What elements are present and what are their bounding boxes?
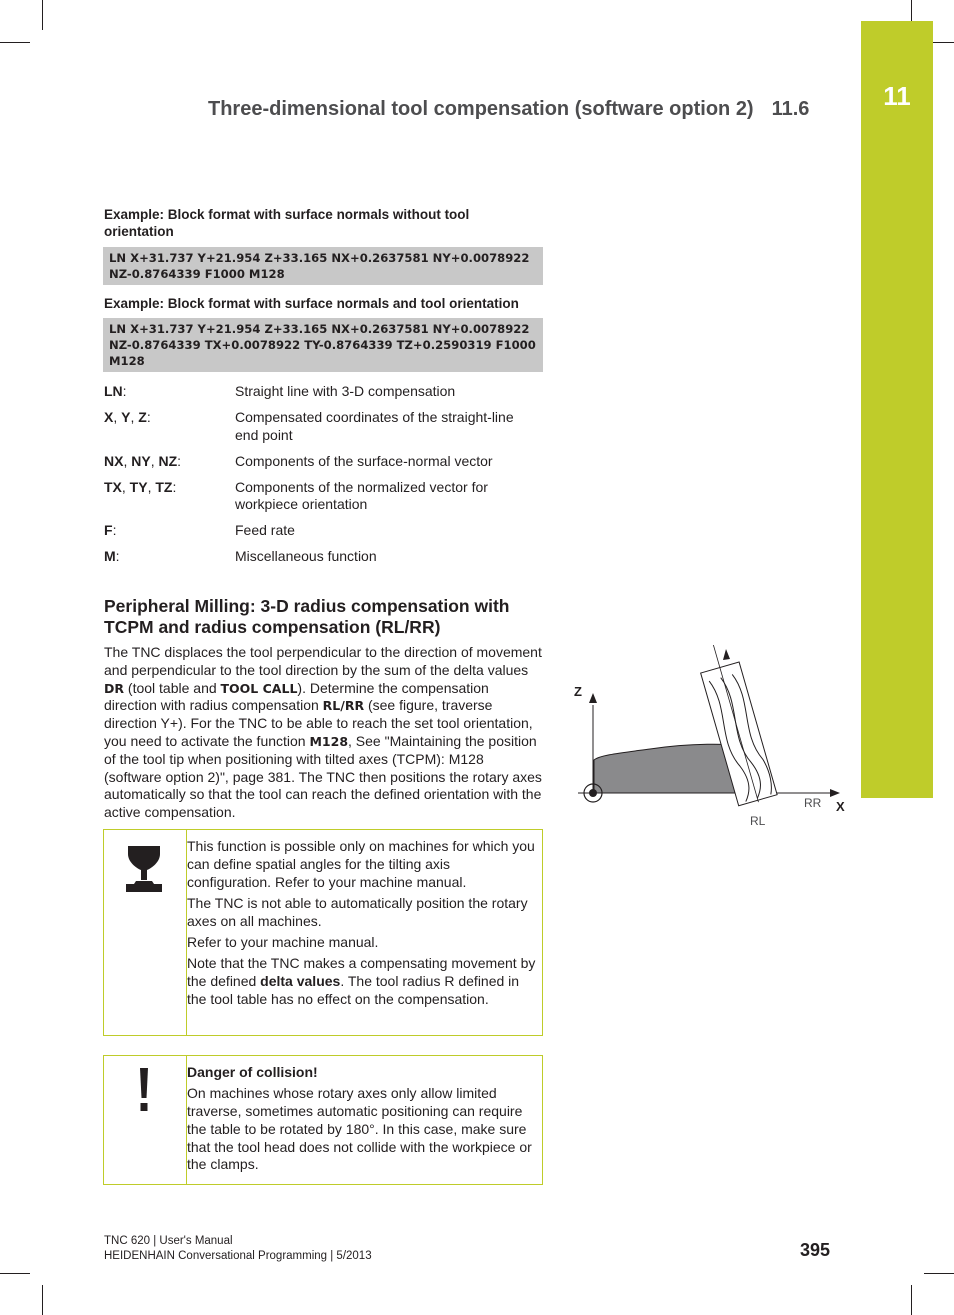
running-head-section: 11.6 — [771, 98, 810, 120]
parameter-description: Miscellaneous function — [235, 548, 377, 564]
x-axis-label: X — [836, 799, 845, 814]
parameter-row — [104, 548, 544, 566]
parameter-description: Compensated coordinates of the straight-line end point — [235, 409, 514, 443]
example-heading-without-orientation: Example: Block format with surface normals without tool orientation — [104, 207, 470, 239]
parameter-description: Feed rate — [235, 522, 295, 538]
page-number: 395 — [799, 1240, 830, 1260]
z-axis-label: Z — [574, 684, 582, 699]
parameter-description: Components of the normalized vector for workpiece orientation — [235, 478, 488, 512]
parameter-row — [104, 383, 544, 401]
note-paragraph: This function is possible only on machines for which you can define spatial angles for the tilting axis configuration. Refer to your machine manual. — [187, 838, 535, 890]
parameter-key: NX, NY, NZ: — [104, 452, 182, 469]
x-axis-arrow — [830, 789, 840, 797]
running-head-title: Three-dimensional tool compensation (software option 2) — [208, 98, 754, 120]
footer-line: HEIDENHAIN Conversational Programming | 5/2013 — [104, 1249, 372, 1262]
collision-warning-box — [103, 1055, 543, 1185]
parameter-description: Straight line with 3-D compensation — [235, 383, 456, 399]
crop-mark — [911, 1285, 912, 1315]
warning-text: On machines whose rotary axes only allow limited traverse, sometimes automatic positioning can require the table to be rotated by 180°. In this case, make sure that the tool head does not collide with the workpiece or the clamps. — [187, 1085, 532, 1173]
tool-compensation-figure — [570, 645, 855, 835]
running-head — [208, 98, 809, 121]
code-block-with-orientation — [103, 318, 543, 372]
crop-mark — [42, 0, 43, 30]
note-paragraph: The TNC is not able to automatically position the rotary axes on all machines. — [187, 894, 528, 929]
warning-title: Danger of collision! — [187, 1064, 318, 1080]
footer — [104, 1234, 372, 1263]
crop-mark — [924, 1273, 954, 1274]
parameter-key: TX, TY, TZ: — [104, 478, 177, 495]
code-block-without-orientation — [103, 247, 543, 285]
example-heading-with-orientation: Example: Block format with surface normals and tool orientation — [104, 296, 519, 311]
note-paragraph: Note that the TNC makes a compensating movement by the defined delta values. The tool radius R defined in the tool table has no effect on the compensation. — [187, 955, 536, 1007]
section-body: The TNC displaces the tool perpendicular to the direction of movement and perpendicular to the tool direction by the sum of the delta values DR (tool table and TOOL CALL). Determine the compensation direction with radius compensation RL/RR (see figure, traverse direction Y+). For the TNC to be able to reach the set tool orientation, you need to activate the function M128, See "Maintaining the position of the tool tip when positioning with tilted axes (TCPM): M128 (software option 2)", page 381. The TNC then positions the rotary axes automatically so that the tool can reach the defined orientation with the active compensation. — [104, 644, 542, 821]
chapter-number: 11 — [883, 81, 911, 111]
crop-mark — [0, 42, 30, 43]
code-line: NZ-0.8764339 F1000 M128 — [109, 267, 285, 281]
parameter-row — [104, 522, 544, 540]
parameter-key: F: — [104, 522, 117, 538]
parameter-row — [104, 453, 544, 471]
machine-note-box — [103, 829, 543, 1036]
code-line: LN X+31.737 Y+21.954 Z+33.165 NX+0.2637581 NY+0.0078922 — [109, 322, 530, 336]
machine-icon — [124, 840, 164, 894]
note-paragraph: Refer to your machine manual. — [187, 933, 379, 950]
parameter-key: M: — [104, 548, 120, 564]
rr-label: RR — [804, 796, 822, 810]
parameter-description: Components of the surface-normal vector — [235, 452, 493, 469]
code-line: LN X+31.737 Y+21.954 Z+33.165 NX+0.2637581 NY+0.0078922 — [109, 251, 530, 265]
parameter-row — [104, 409, 544, 444]
chapter-tab — [861, 21, 933, 798]
exclamation-icon — [137, 1066, 151, 1114]
crop-mark — [0, 1273, 30, 1274]
parameter-list — [104, 383, 544, 574]
tool-axis-arrow — [723, 649, 730, 660]
footer-line: TNC 620 | User's Manual — [104, 1235, 233, 1247]
parameter-key: X, Y, Z: — [104, 409, 151, 425]
crop-mark — [42, 1285, 43, 1315]
section-heading: Peripheral Milling: 3-D radius compensation with TCPM and radius compensation (RL/RR) — [104, 596, 510, 637]
z-axis-arrow — [589, 693, 597, 703]
code-line: M128 — [109, 354, 145, 368]
parameter-row — [104, 479, 544, 514]
parameter-key: LN: — [104, 383, 127, 399]
rl-label: RL — [750, 814, 766, 828]
code-line: NZ-0.8764339 TX+0.0078922 TY-0.8764339 TZ+0.2590319 F1000 — [109, 338, 536, 352]
